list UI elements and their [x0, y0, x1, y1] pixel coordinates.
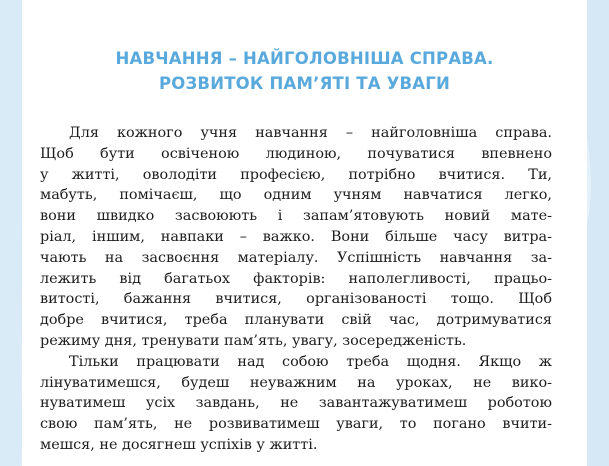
- page-title: [22, 46, 587, 96]
- text-line: мешся, не досягнеш успіхів у житті.: [40, 436, 318, 453]
- title-line-1: НАВЧАННЯ – НАЙГОЛОВНІША СПРАВА.: [115, 49, 494, 68]
- text-line: вони швидко засвоюють і запам’ятовують новий мате-: [40, 208, 552, 225]
- text-line: витості, бажання вчитися, організованості тощо. Щоб: [40, 291, 552, 308]
- text-line: Для кожного учня навчання – найголовніша справа.: [69, 125, 552, 141]
- text-line: лежить від багатьох факторів: наполегливості, працьо-: [40, 270, 552, 287]
- paragraph-text: [40, 123, 552, 456]
- text-line: свою пам’ять, не розвиватимеш уваги, то погано вчити-: [40, 416, 552, 433]
- text-line: чають на засвоєння матеріалу. Успішність навчання за-: [40, 249, 552, 266]
- text-line: Щоб бути освіченою людиною, почуватися впевнено: [40, 145, 552, 162]
- text-line: добре вчитися, треба планувати свій час, дотримуватися: [40, 312, 552, 329]
- text-line: у житті, оволодіти професією, потрібно вчитися. Ти,: [40, 166, 552, 183]
- text-line: мабуть, помічаєш, що одним учням навчатися легко,: [40, 187, 552, 204]
- text-line: режиму дня, тренувати пам’ять, увагу, зосередженість.: [40, 332, 467, 349]
- text-line: Тільки працювати над собою треба щодня. Якщо ж: [69, 353, 552, 370]
- text-line: ріал, іншим, навпаки – важко. Вони більше часу витра-: [40, 228, 552, 245]
- text-line: лінуватимешся, будеш неуважним на уроках, не вико-: [40, 374, 552, 391]
- text-line: нуватимеш усіх завдань, не завантажуватимеш роботою: [40, 395, 552, 412]
- title-line-2: РОЗВИТОК ПАМ’ЯТІ ТА УВАГИ: [158, 74, 450, 93]
